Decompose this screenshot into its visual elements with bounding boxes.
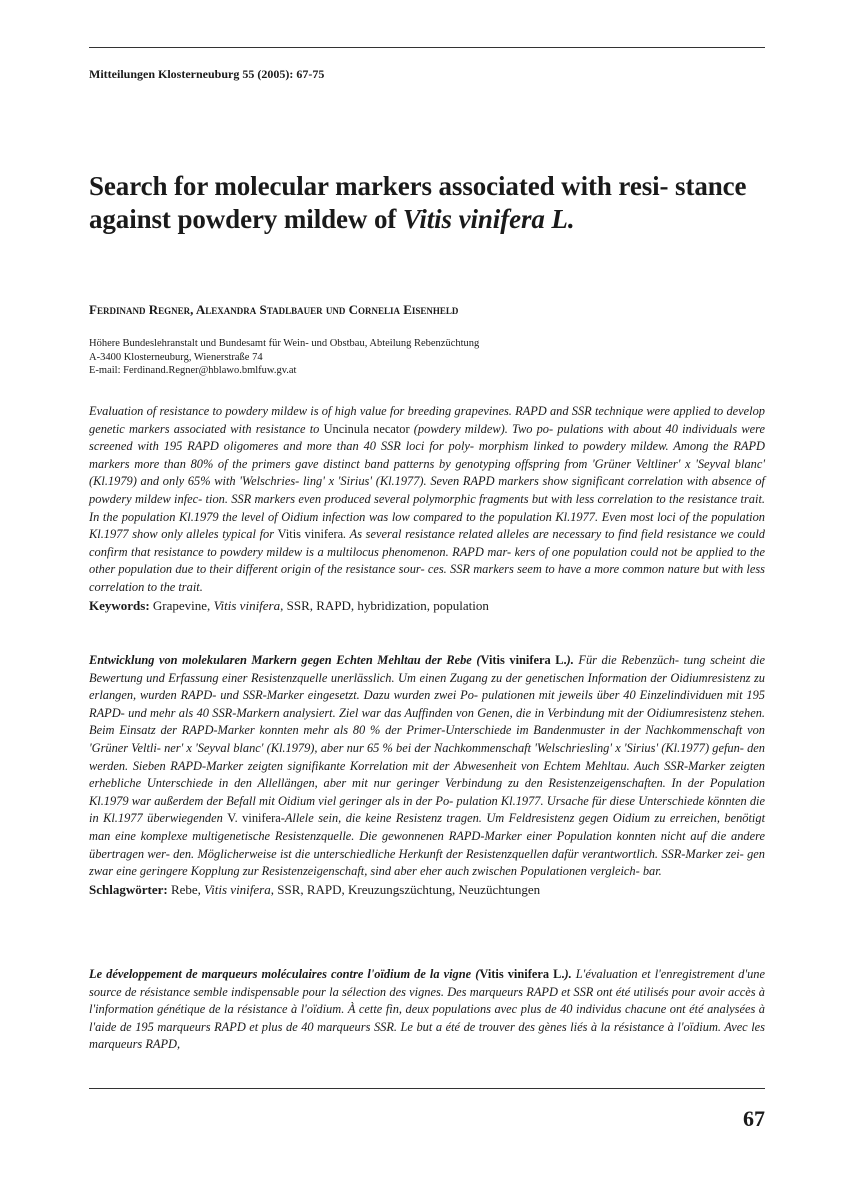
abstract-de-lead-end: ). xyxy=(566,653,574,667)
keywords-en-label: Keywords: xyxy=(89,597,150,613)
keywords-en-a: Grapevine, xyxy=(149,597,214,613)
abstract-de-text-2: -Allele sein, die keine Resistenz tragen. Um Feldresistenz gegen Oidium zu erreichen, benötigt man eine komplexe multigenetische Resistenzquelle. Die gewonnenen RAPD-Marker einer Population konnten nicht auf die andere übertragen wer- den. Möglicherweise ist die unterschiedliche Herkunft der Resistenzquellen dafür verantwortlich. SSR-Marker zei- gen zwar eine geringere Kopplung zur Resistenzeigenschaft, sind aber eher auch zwischen Populationen vergleich- bar. xyxy=(89,811,766,879)
abstract-en-text-3: . As several resistance related alleles are necessary to find field resistance we could confirm that resistance to powdery mildew is a multilocus phenomenon. RAPD mar- kers of one population could not be applied to the other population due to their different origin of the resistance sour- ces. SSR markers seem to have a more common nature but with less correlation to the trait. xyxy=(89,527,765,594)
keywords-en xyxy=(89,597,765,615)
keywords-en-species: Vitis vinifera xyxy=(213,597,281,613)
keywords-en-b: , SSR, RAPD, hybridization, population xyxy=(280,597,489,613)
title-species: Vitis vinifera L. xyxy=(402,204,575,234)
affiliation-email: E-mail: Ferdinand.Regner@hblawo.bmlfuw.gv.at xyxy=(89,365,297,377)
abstract-english xyxy=(89,403,765,614)
title-main: Search for molecular markers associated with resi- stance against powdery mildew of xyxy=(89,171,747,234)
keywords-de-species: Vitis vinifera xyxy=(204,881,271,897)
affiliation-institute: Höhere Bundeslehranstalt und Bundesamt für Wein- und Obstbau, Abteilung Rebenzüchtung xyxy=(89,338,480,349)
abstract-de-lead-text: Entwicklung von molekularen Markern gegen Echten Mehltau der Rebe ( xyxy=(89,653,481,667)
footer-rule xyxy=(89,1088,765,1089)
header-rule xyxy=(89,47,765,48)
article-title xyxy=(89,170,765,236)
abstract-french xyxy=(89,966,765,1054)
abstract-fr-text-1: L'évaluation et l'enregistrement d'une source de résistance semble indispensable pour la sélection des vignes. Des marqueurs RAPD et SSR ont été utilisés pour avoir accès à l'information génétique de la résistance à l'oïdium. À cette fin, deux populations avec plus de 40 individus chacune ont été analysées à l'aide de 195 marqueurs RAPD et plus de 40 marqueurs SSR. Le but a été de trouver des gènes liés à la résistance à l'oïdium. Avec les marqueurs RAPD, xyxy=(89,967,766,1052)
abstract-de-species: V. vinifera xyxy=(227,811,281,826)
page-number: 67 xyxy=(743,1106,765,1131)
affiliation-address: A-3400 Klosterneuburg, Wienerstraße 74 xyxy=(89,351,263,363)
keywords-de-label: Schlagwörter: xyxy=(89,881,168,897)
abstract-en-text-1: Evaluation of resistance to powdery mildew is of high value for breeding grapevines. RAPD and SSR technique were applied to develop genetic markers associated with resistance to xyxy=(89,404,765,436)
abstract-de-lead-species: Vitis vinifera L. xyxy=(480,653,567,667)
abstract-de-text-1: Für die Rebenzüch- tung scheint die Bewertung und Erfassung einer Resistenzquelle unerlässlich. Um einen Zugang zu der genetischen Information der Oidiumresistenz zu erlangen, wurden RAPD- und SSR-Marker eingesetzt. Dazu wurden zwei Po- pulationen mit jeweils über 40 Einzelindividuen mit 195 RAPD- und mehr als 40 SSR-Markern analysiert. Ziel war das Auffinden von Genen, die in Verbindung mit der Oidiumresistenz stehen. Beim Einsatz der RAPD-Marker konnten mehr als 80 % der Primer-Unterschiede im Bandenmuster in der Nachkommenschaft von 'Grüner Veltli- ner' x 'Seyval blanc' (Kl.1979), aber nur 65 % bei der Nachkommenschaft 'Welschriesling' x 'Sirius' (Kl.1977) gefun- den werden. Sieben RAPD-Marker zeigten signifikante Korrelation mit der Abwesenheit von Echtem Mehltau. Auch SSR-Marker zeigten erhebliche Unterschiede in den Allellängen, aber mit nur geringer Verbindung zu den Resistenzeigenschaften. In der Population Kl.1979 war außerdem der Befall mit Oidium viel geringer als in der Po- pulation Kl.1977. Ursache für diese Unterschiede könnten die in Kl.1977 überwiegenden xyxy=(89,653,765,826)
abstract-fr-lead xyxy=(89,967,572,981)
abstract-en-species: Vitis vinifera xyxy=(277,527,344,542)
author-list: Ferdinand Regner, Alexandra Stadlbauer und Cornelia Eisenheld xyxy=(89,302,459,317)
abstract-fr-lead-species: Vitis vinifera L. xyxy=(479,967,565,981)
keywords-de-b: , SSR, RAPD, Kreuzungszüchtung, Neuzüchtungen xyxy=(270,881,541,897)
abstract-german xyxy=(89,652,765,898)
abstract-fr-lead-end: ). xyxy=(564,967,572,981)
affiliation xyxy=(89,337,479,378)
journal-reference: Mitteilungen Klosterneuburg 55 (2005): 67-75 xyxy=(89,67,325,81)
keywords-de-a: Rebe, xyxy=(167,881,205,897)
keywords-de xyxy=(89,881,765,899)
abstract-de-lead xyxy=(89,653,574,667)
abstract-en-organism: Uncinula necator xyxy=(323,421,410,436)
abstract-fr-lead-text: Le développement de marqueurs moléculaires contre l'oïdium de la vigne ( xyxy=(89,967,480,981)
abstract-en-text-2: (powdery mildew). Two po- pulations with about 40 individuals were screened with 195 RAPD oligomeres and more than 40 SSR loci for poly- morphism linked to powdery mildew. Among the RAPD markers more than 80% of the primers gave distinct band patterns by genotyping offspring from 'Grüner Veltliner' x 'Seyval blanc' (Kl.1979) and only 65% with 'Welschries- ling' x 'Sirius' (Kl.1977). Seven RAPD markers show significant correlation with absence of powdery mildew infec- tion. SSR markers even produced several polymorphic fragments but with less correlation to the resistance trait. In the population Kl.1979 the level of Oidium infection was low compared to the population Kl.1977. Even most loci of the population Kl.1977 show only alleles typical for xyxy=(89,421,765,542)
